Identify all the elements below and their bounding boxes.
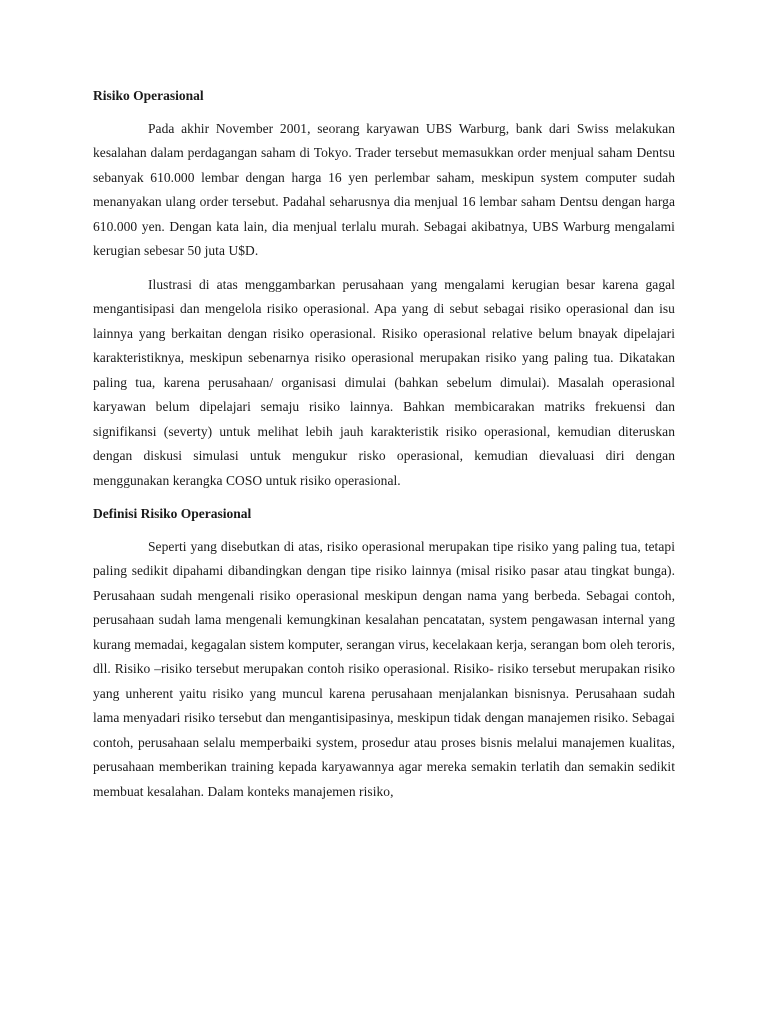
paragraph-ubs-warburg-case: Pada akhir November 2001, seorang karyawan UBS Warburg, bank dari Swiss melakukan kesalahan dalam perdagangan saham di Tokyo. Trader tersebut memasukkan order menjual saham Dentsu sebanyak 610.000 lembar dengan harga 16 yen perlembar saham, meskipun system computer sudah menanyakan ulang order tersebut. Padahal seharusnya dia menjual 16 lembar saham Dentsu dengan harga 610.000 yen. Dengan kata lain, dia menjual terlalu murah. Sebagai akibatnya, UBS Warburg mengalami kerugian sebesar 50 juta U$D. (93, 120, 675, 258)
paragraph-definition: Seperti yang disebutkan di atas, risiko operasional merupakan tipe risiko yang paling tua, tetapi paling sedikit dipahami dibandingkan dengan tipe risiko lainnya (misal risiko pasar atau tingkat bunga). Perusahaan sudah mengenali risiko operasional meskipun dengan nama yang berbeda. Sebagai contoh, perusahaan sudah lama mengenali kemungkinan kesalahan pencatatan, system pengawasan internal yang kurang memadai, kegagalan sistem komputer, serangan virus, kecelakaan kerja, serangan bom oleh teroris, dll. Risiko –risiko tersebut merupakan contoh risiko operasional. Risiko- risiko tersebut merupakan risiko yang unherent yaitu risiko yang muncul karena perusahaan menjalankan bisnisnya. Perusahaan sudah lama menyadari risiko tersebut dan mengantisipasinya, meskipun tidak dengan manajemen risiko. Sebagai contoh, perusahaan selalu memperbaiki system, prosedur atau proses bisnis melalui manajemen kualitas, perusahaan memberikan training kepada karyawannya agar mereka semakin terlatih dan semakin sedikit membuat kesalahan. Dalam konteks manajemen risiko, (93, 538, 675, 799)
paragraph-illustration: Ilustrasi di atas menggambarkan perusahaan yang mengalami kerugian besar karena gagal mengantisipasi dan mengelola risiko operasional. Apa yang di sebut sebagai risiko operasional dan isu lainnya yang berkaitan dengan risiko operasional. Risiko operasional relative belum bnayak dipelajari karakteristiknya, meskipun sebenarnya risiko operasional merupakan risiko yang paling tua. Dikatakan paling tua, karena perusahaan/ organisasi dimulai (bahkan sebelum dimulai). Masalah operasional karyawan belum dipelajari semaju risiko lainnya. Bahkan membicarakan matriks frekuensi dan signifikansi (severty) untuk melihat lebih jauh karakteristik risiko operasional, kemudian diteruskan dengan diskusi simulasi untuk mengukur risko operasional, kemudian dievaluasi diri dengan menggunakan kerangka COSO untuk risiko operasional. (93, 276, 675, 488)
document-body (93, 84, 675, 813)
section-heading-risiko-operasional: Risiko Operasional (93, 88, 204, 103)
section-heading-definisi: Definisi Risiko Operasional (93, 506, 252, 521)
